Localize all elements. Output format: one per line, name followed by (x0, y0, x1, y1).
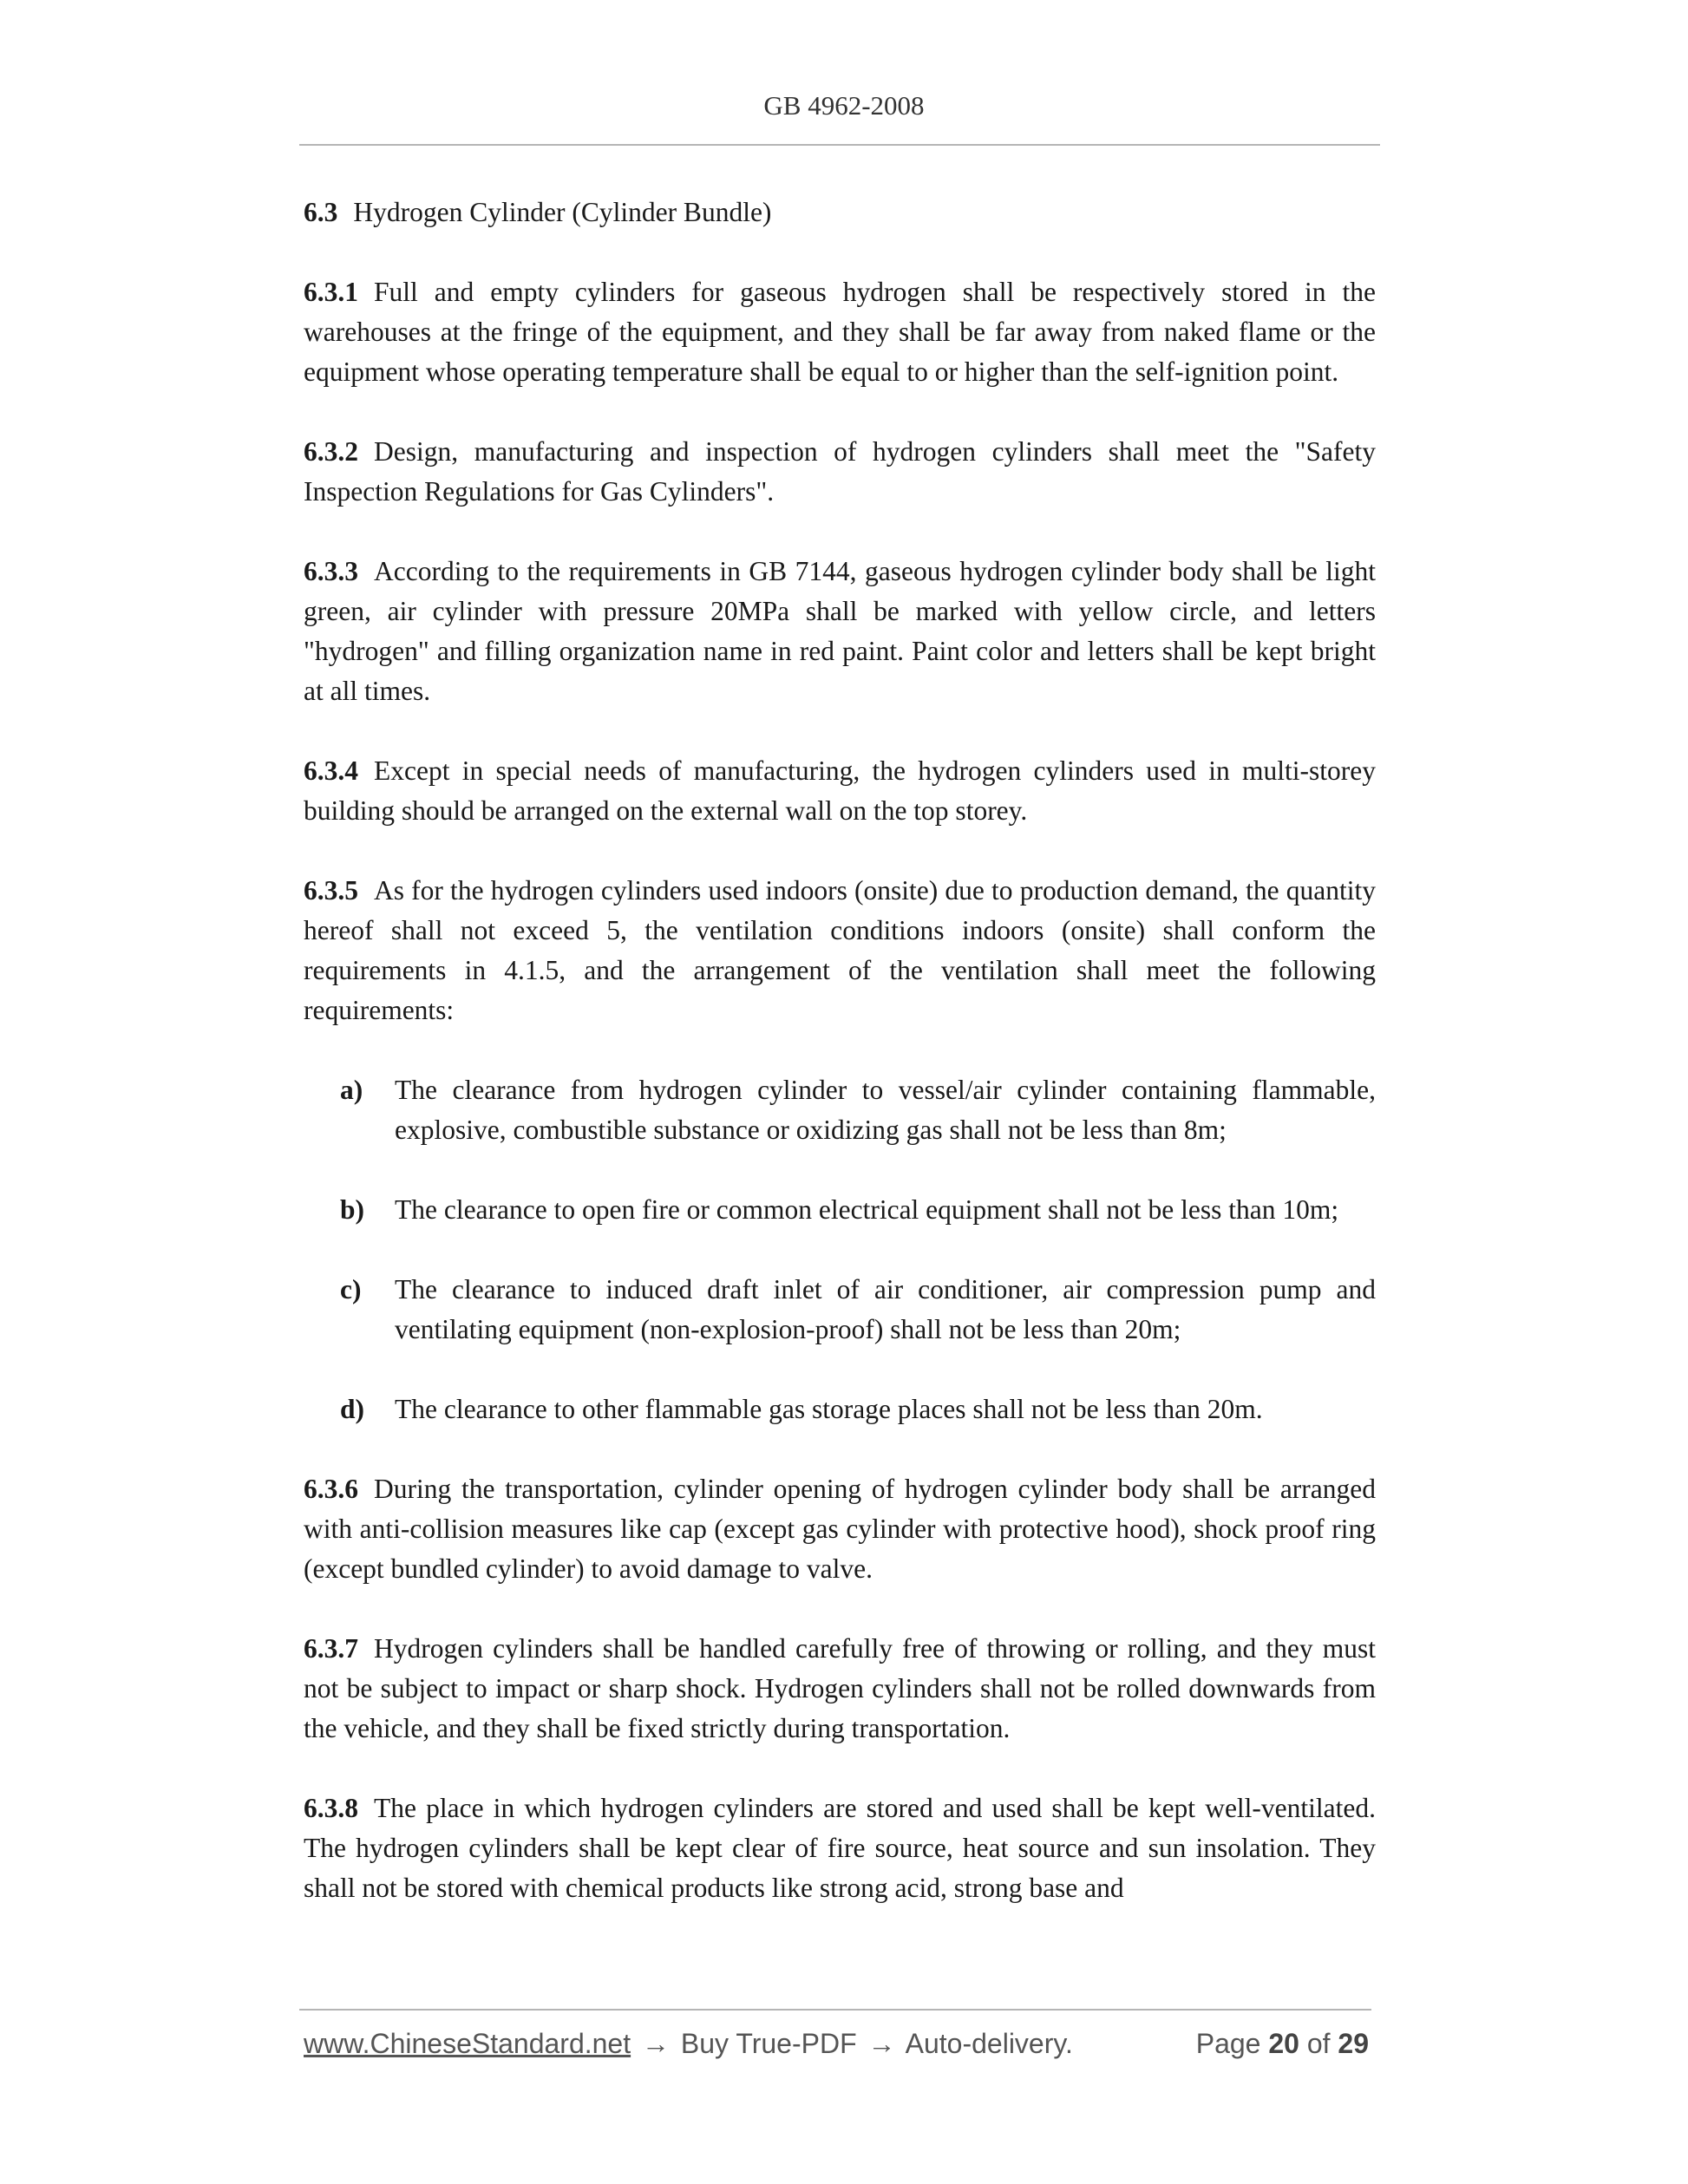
page-indicator (1196, 2028, 1369, 2060)
clause-number: 6.3.8 (304, 1793, 358, 1823)
list-item (304, 1190, 1376, 1230)
buy-true-pdf-text: Buy True-PDF (680, 2028, 857, 2059)
clause-number: 6.3.1 (304, 277, 358, 307)
footer-promo (304, 2028, 1073, 2060)
list-item-label: a) (340, 1075, 363, 1105)
section-title: Hydrogen Cylinder (Cylinder Bundle) (353, 197, 772, 227)
clause-6-3-8 (304, 1788, 1376, 1908)
clause-6-3-1 (304, 272, 1376, 392)
list-item (304, 1070, 1376, 1150)
list-item (304, 1390, 1376, 1429)
current-page-number: 20 (1268, 2028, 1299, 2059)
footer-divider (299, 2009, 1371, 2011)
clause-text: As for the hydrogen cylinders used indoors (onsite) due to production demand, the quantity hereof shall not exceed 5, the ventilation conditions indoors (onsite) shall conform the requirements in 4.1.5, and the arrangement of the ventilation shall meet the following requirements: (304, 875, 1376, 1025)
section-heading (304, 193, 1376, 232)
clause-number: 6.3.3 (304, 556, 358, 586)
list-item-label: d) (340, 1394, 365, 1424)
clause-6-3-6 (304, 1469, 1376, 1589)
clause-6-3-3 (304, 552, 1376, 711)
header-divider (299, 144, 1380, 146)
list-item-text: The clearance to other flammable gas storage places shall not be less than 20m. (395, 1394, 1263, 1424)
document-body (304, 193, 1376, 1908)
arrow-right-icon: → (642, 2028, 670, 2059)
site-link[interactable]: www.ChineseStandard.net (304, 2028, 631, 2059)
list-item-text: The clearance to open fire or common electrical equipment shall not be less than 10m; (395, 1194, 1339, 1225)
of-word: of (1306, 2028, 1331, 2059)
clause-text: Hydrogen cylinders shall be handled carefully free of throwing or rolling, and they must not be subject to impact or sharp shock. Hydrogen cylinders shall not be rolled downwards from the vehicle, and they shall be fixed strictly during transportation. (304, 1633, 1376, 1743)
clause-6-3-5 (304, 871, 1376, 1030)
requirements-list (304, 1070, 1376, 1429)
clause-number: 6.3.4 (304, 755, 358, 786)
clause-text: Except in special needs of manufacturing, the hydrogen cylinders used in multi-storey building should be arranged on the external wall on the top storey. (304, 755, 1376, 826)
page-footer (304, 2028, 1369, 2066)
arrow-right-icon: → (867, 2028, 896, 2059)
clause-6-3-4 (304, 751, 1376, 831)
clause-number: 6.3.5 (304, 875, 358, 906)
clause-text: Full and empty cylinders for gaseous hydrogen shall be respectively stored in the warehouses at the fringe of the equipment, and they shall be far away from naked flame or the equipment whose operating temperature shall be equal to or higher than the self-ignition point. (304, 277, 1376, 387)
list-item-label: c) (340, 1274, 362, 1305)
list-item (304, 1270, 1376, 1350)
list-item-label: b) (340, 1194, 365, 1225)
clause-text: During the transportation, cylinder opening of hydrogen cylinder body shall be arranged with anti-collision measures like cap (except gas cylinder with protective hood), shock proof ring (except bundled cylinder) to avoid damage to valve. (304, 1474, 1376, 1584)
section-number: 6.3 (304, 197, 338, 227)
list-item-text: The clearance to induced draft inlet of air conditioner, air compression pump and ventilating equipment (non-explosion-proof) shall not be less than 20m; (395, 1274, 1376, 1344)
auto-delivery-text: Auto-delivery. (905, 2028, 1073, 2059)
clause-number: 6.3.2 (304, 436, 358, 467)
clause-text: Design, manufacturing and inspection of hydrogen cylinders shall meet the "Safety Inspection Regulations for Gas Cylinders". (304, 436, 1376, 507)
clause-text: According to the requirements in GB 7144, gaseous hydrogen cylinder body shall be light green, air cylinder with pressure 20MPa shall be marked with yellow circle, and letters "hydrogen" and filling organization name in red paint. Paint color and letters shall be kept bright at all times. (304, 556, 1376, 706)
clause-6-3-7 (304, 1629, 1376, 1749)
page-word: Page (1195, 2028, 1261, 2059)
total-page-count: 29 (1338, 2028, 1369, 2059)
document-code-header: GB 4962-2008 (763, 90, 925, 121)
clause-6-3-2 (304, 432, 1376, 512)
list-item-text: The clearance from hydrogen cylinder to vessel/air cylinder containing flammable, explosive, combustible substance or oxidizing gas shall not be less than 8m; (395, 1075, 1376, 1145)
clause-number: 6.3.7 (304, 1633, 358, 1664)
clause-number: 6.3.6 (304, 1474, 358, 1504)
clause-text: The place in which hydrogen cylinders are stored and used shall be kept well-ventilated. The hydrogen cylinders shall be kept clear of fire source, heat source and sun insolation. They shall not be stored with chemical products like strong acid, strong base and (304, 1793, 1376, 1903)
